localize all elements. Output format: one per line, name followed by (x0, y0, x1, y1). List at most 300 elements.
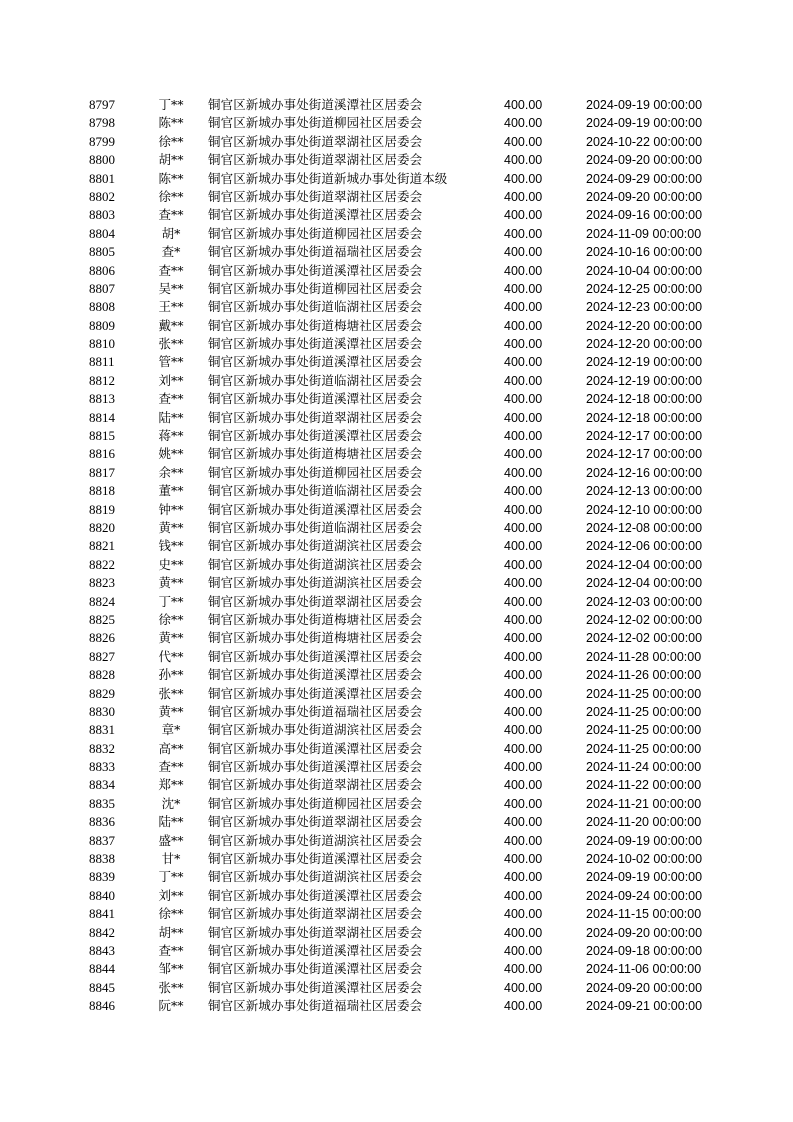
record-number: 8824 (89, 593, 115, 609)
payment-date: 2024-11-21 00:00:00 (586, 796, 702, 811)
table-row (0, 887, 793, 905)
amount: 400.00 (504, 410, 543, 425)
table-row (0, 170, 793, 188)
table-row (0, 721, 793, 739)
payment-date: 2024-12-18 00:00:00 (586, 392, 703, 407)
recipient-name: 徐** (158, 133, 184, 149)
table-row (0, 298, 793, 316)
table-row (0, 427, 793, 445)
payment-date: 2024-09-29 00:00:00 (586, 171, 703, 186)
recipient-name: 陆** (158, 409, 184, 425)
record-number: 8838 (89, 851, 115, 867)
record-number: 8843 (89, 942, 115, 958)
amount: 400.00 (504, 870, 543, 885)
table-row (0, 850, 793, 868)
community-committee: 铜官区新城办事处街道湖滨社区居委会 (208, 556, 423, 572)
recipient-name: 蒋** (158, 428, 184, 444)
payment-date: 2024-11-25 00:00:00 (586, 704, 702, 719)
table-row (0, 114, 793, 132)
record-number: 8832 (89, 740, 115, 756)
recipient-name: 钟** (158, 501, 184, 517)
community-committee: 铜官区新城办事处街道柳园社区居委会 (208, 795, 423, 811)
community-committee: 铜官区新城办事处街道梅塘社区居委会 (208, 317, 423, 333)
table-row (0, 409, 793, 427)
payment-date: 2024-12-06 00:00:00 (586, 539, 703, 554)
record-number: 8802 (89, 188, 115, 204)
amount: 400.00 (504, 355, 543, 370)
record-number: 8844 (89, 961, 115, 977)
recipient-name: 陈** (158, 115, 184, 131)
payment-date: 2024-12-20 00:00:00 (586, 318, 703, 333)
payment-date: 2024-09-19 00:00:00 (586, 98, 703, 112)
record-number: 8820 (89, 519, 115, 535)
payment-date: 2024-12-02 00:00:00 (586, 631, 703, 646)
record-number: 8815 (89, 428, 115, 444)
recipient-name: 查** (158, 262, 184, 278)
community-committee: 铜官区新城办事处街道湖滨社区居委会 (208, 869, 423, 885)
record-number: 8808 (89, 299, 115, 315)
payment-date: 2024-09-20 00:00:00 (586, 153, 703, 168)
table-row (0, 979, 793, 997)
record-number: 8803 (89, 207, 115, 223)
recipient-name: 徐** (158, 188, 184, 204)
recipient-name: 张** (158, 336, 184, 352)
payment-date: 2024-12-25 00:00:00 (586, 281, 703, 296)
payment-date: 2024-11-20 00:00:00 (586, 815, 702, 830)
recipient-name: 查** (158, 942, 184, 958)
amount: 400.00 (504, 852, 543, 867)
record-number: 8818 (89, 483, 115, 499)
record-number: 8830 (89, 703, 115, 719)
payment-date: 2024-12-19 00:00:00 (586, 373, 703, 388)
record-number: 8810 (89, 336, 115, 352)
community-committee: 铜官区新城办事处街道溪潭社区居委会 (208, 501, 423, 517)
community-committee: 铜官区新城办事处街道溪潭社区居委会 (208, 97, 423, 112)
amount: 400.00 (504, 686, 543, 701)
amount: 400.00 (504, 465, 543, 480)
table-row (0, 262, 793, 280)
community-committee: 铜官区新城办事处街道溪潭社区居委会 (208, 262, 423, 278)
community-committee: 铜官区新城办事处街道新城办事处街道本级 (208, 170, 448, 186)
community-committee: 铜官区新城办事处街道溪潭社区居委会 (208, 887, 423, 903)
payment-date: 2024-12-04 00:00:00 (586, 576, 703, 591)
community-committee: 铜官区新城办事处街道溪潭社区居委会 (208, 759, 423, 775)
record-number: 8798 (89, 115, 115, 131)
amount: 400.00 (504, 833, 543, 848)
amount: 400.00 (504, 888, 543, 903)
community-committee: 铜官区新城办事处街道临湖社区居委会 (208, 372, 423, 388)
record-number: 8825 (89, 611, 115, 627)
table-row (0, 206, 793, 224)
community-committee: 铜官区新城办事处街道福瑞社区居委会 (208, 998, 423, 1014)
records-table (0, 96, 793, 1016)
amount: 400.00 (504, 447, 543, 462)
amount: 400.00 (504, 429, 543, 444)
recipient-name: 高** (158, 740, 184, 756)
community-committee: 铜官区新城办事处街道柳园社区居委会 (208, 115, 423, 131)
payment-date: 2024-12-20 00:00:00 (586, 337, 703, 352)
amount: 400.00 (504, 999, 543, 1014)
community-committee: 铜官区新城办事处街道翠湖社区居委会 (208, 188, 423, 204)
community-committee: 铜官区新城办事处街道溪潭社区居委会 (208, 391, 423, 407)
table-row (0, 519, 793, 537)
table-row (0, 703, 793, 721)
payment-date: 2024-12-16 00:00:00 (586, 465, 703, 480)
amount: 400.00 (504, 815, 543, 830)
record-number: 8806 (89, 262, 115, 278)
amount: 400.00 (504, 189, 543, 204)
recipient-name: 刘** (158, 372, 184, 388)
table-row (0, 593, 793, 611)
payment-date: 2024-11-24 00:00:00 (586, 760, 702, 775)
community-committee: 铜官区新城办事处街道溪潭社区居委会 (208, 207, 423, 223)
record-number: 8835 (89, 795, 115, 811)
amount: 400.00 (504, 116, 543, 131)
payment-date: 2024-09-20 00:00:00 (586, 189, 703, 204)
table-row (0, 942, 793, 960)
recipient-name: 黄** (158, 630, 184, 646)
community-committee: 铜官区新城办事处街道溪潭社区居委会 (208, 648, 423, 664)
record-number: 8817 (89, 464, 115, 480)
recipient-name: 查** (158, 207, 184, 223)
community-committee: 铜官区新城办事处街道福瑞社区居委会 (208, 703, 423, 719)
record-number: 8833 (89, 759, 115, 775)
payment-date: 2024-11-22 00:00:00 (586, 778, 702, 793)
payment-date: 2024-11-26 00:00:00 (586, 668, 702, 683)
table-row (0, 611, 793, 629)
amount: 400.00 (504, 300, 543, 315)
recipient-name: 查** (158, 759, 184, 775)
recipient-name: 胡* (161, 225, 181, 241)
community-committee: 铜官区新城办事处街道福瑞社区居委会 (208, 244, 423, 260)
recipient-name: 郑** (158, 777, 184, 793)
payment-date: 2024-12-17 00:00:00 (586, 447, 703, 462)
amount: 400.00 (504, 520, 543, 535)
table-row (0, 740, 793, 758)
table-row (0, 353, 793, 371)
payment-date: 2024-10-04 00:00:00 (586, 263, 703, 278)
payment-date: 2024-09-19 00:00:00 (586, 833, 703, 848)
table-row (0, 188, 793, 206)
record-number: 8807 (89, 280, 115, 296)
recipient-name: 胡** (158, 152, 184, 168)
record-number: 8846 (89, 998, 115, 1014)
community-committee: 铜官区新城办事处街道溪潭社区居委会 (208, 961, 423, 977)
table-row (0, 280, 793, 298)
amount: 400.00 (504, 134, 543, 149)
recipient-name: 姚** (158, 446, 184, 462)
amount: 400.00 (504, 226, 543, 241)
recipient-name: 丁** (158, 97, 184, 112)
amount: 400.00 (504, 576, 543, 591)
payment-date: 2024-12-23 00:00:00 (586, 300, 703, 315)
payment-date: 2024-11-28 00:00:00 (586, 649, 702, 664)
payment-date: 2024-11-25 00:00:00 (586, 741, 702, 756)
amount: 400.00 (504, 208, 543, 223)
community-committee: 铜官区新城办事处街道梅塘社区居委会 (208, 446, 423, 462)
table-row (0, 832, 793, 850)
recipient-name: 甘* (161, 851, 181, 867)
payment-date: 2024-12-08 00:00:00 (586, 520, 703, 535)
recipient-name: 刘** (158, 887, 184, 903)
community-committee: 铜官区新城办事处街道翠湖社区居委会 (208, 409, 423, 425)
record-number: 8829 (89, 685, 115, 701)
record-number: 8834 (89, 777, 115, 793)
amount: 400.00 (504, 962, 543, 977)
recipient-name: 丁** (158, 869, 184, 885)
community-committee: 铜官区新城办事处街道湖滨社区居委会 (208, 832, 423, 848)
table-row (0, 225, 793, 243)
record-number: 8828 (89, 667, 115, 683)
payment-date: 2024-10-02 00:00:00 (586, 852, 703, 867)
table-row (0, 666, 793, 684)
community-committee: 铜官区新城办事处街道溪潭社区居委会 (208, 336, 423, 352)
amount: 400.00 (504, 723, 543, 738)
amount: 400.00 (504, 612, 543, 627)
amount: 400.00 (504, 778, 543, 793)
amount: 400.00 (504, 943, 543, 958)
recipient-name: 黄** (158, 703, 184, 719)
table-row (0, 335, 793, 353)
table-row (0, 574, 793, 592)
table-row (0, 758, 793, 776)
table-row (0, 776, 793, 794)
record-number: 8837 (89, 832, 115, 848)
table-row (0, 905, 793, 923)
record-number: 8821 (89, 538, 115, 554)
community-committee: 铜官区新城办事处街道溪潭社区居委会 (208, 740, 423, 756)
community-committee: 铜官区新城办事处街道翠湖社区居委会 (208, 924, 423, 940)
recipient-name: 孙** (158, 667, 184, 683)
record-number: 8816 (89, 446, 115, 462)
amount: 400.00 (504, 796, 543, 811)
payment-date: 2024-12-19 00:00:00 (586, 355, 703, 370)
amount: 400.00 (504, 594, 543, 609)
record-number: 8827 (89, 648, 115, 664)
payment-date: 2024-12-04 00:00:00 (586, 557, 703, 572)
community-committee: 铜官区新城办事处街道翠湖社区居委会 (208, 814, 423, 830)
community-committee: 铜官区新城办事处街道溪潭社区居委会 (208, 354, 423, 370)
recipient-name: 徐** (158, 906, 184, 922)
payment-date: 2024-09-18 00:00:00 (586, 943, 703, 958)
record-number: 8841 (89, 906, 115, 922)
table-row (0, 96, 793, 114)
community-committee: 铜官区新城办事处街道溪潭社区居委会 (208, 685, 423, 701)
amount: 400.00 (504, 373, 543, 388)
record-number: 8845 (89, 979, 115, 995)
record-number: 8839 (89, 869, 115, 885)
community-committee: 铜官区新城办事处街道临湖社区居委会 (208, 299, 423, 315)
payment-date: 2024-11-06 00:00:00 (586, 962, 702, 977)
amount: 400.00 (504, 245, 543, 260)
recipient-name: 胡** (158, 924, 184, 940)
recipient-name: 陈** (158, 170, 184, 186)
amount: 400.00 (504, 649, 543, 664)
payment-date: 2024-09-24 00:00:00 (586, 888, 703, 903)
record-number: 8822 (89, 556, 115, 572)
payment-date: 2024-11-15 00:00:00 (586, 907, 702, 922)
payment-date: 2024-12-13 00:00:00 (586, 484, 703, 499)
record-number: 8840 (89, 887, 115, 903)
recipient-name: 史** (158, 556, 184, 572)
recipient-name: 阮** (158, 998, 184, 1014)
table-row (0, 372, 793, 390)
recipient-name: 沈* (161, 795, 181, 811)
table-row (0, 997, 793, 1015)
table-row (0, 960, 793, 978)
payment-date: 2024-09-20 00:00:00 (586, 925, 703, 940)
amount: 400.00 (504, 907, 543, 922)
record-number: 8805 (89, 244, 115, 260)
payment-date: 2024-09-16 00:00:00 (586, 208, 703, 223)
community-committee: 铜官区新城办事处街道翠湖社区居委会 (208, 906, 423, 922)
community-committee: 铜官区新城办事处街道柳园社区居委会 (208, 225, 423, 241)
table-row (0, 648, 793, 666)
community-committee: 铜官区新城办事处街道溪潭社区居委会 (208, 428, 423, 444)
record-number: 8823 (89, 575, 115, 591)
table-row (0, 390, 793, 408)
record-number: 8804 (89, 225, 115, 241)
table-row (0, 133, 793, 151)
amount: 400.00 (504, 153, 543, 168)
community-committee: 铜官区新城办事处街道湖滨社区居委会 (208, 722, 423, 738)
table-row (0, 868, 793, 886)
table-row (0, 317, 793, 335)
record-number: 8799 (89, 133, 115, 149)
recipient-name: 丁** (158, 593, 184, 609)
community-committee: 铜官区新城办事处街道湖滨社区居委会 (208, 538, 423, 554)
record-number: 8797 (89, 97, 115, 112)
amount: 400.00 (504, 980, 543, 995)
amount: 400.00 (504, 502, 543, 517)
recipient-name: 张** (158, 979, 184, 995)
community-committee: 铜官区新城办事处街道柳园社区居委会 (208, 280, 423, 296)
community-committee: 铜官区新城办事处街道翠湖社区居委会 (208, 777, 423, 793)
recipient-name: 陆** (158, 814, 184, 830)
amount: 400.00 (504, 704, 543, 719)
table-row (0, 151, 793, 169)
community-committee: 铜官区新城办事处街道溪潭社区居委会 (208, 667, 423, 683)
community-committee: 铜官区新城办事处街道溪潭社区居委会 (208, 942, 423, 958)
amount: 400.00 (504, 98, 543, 112)
community-committee: 铜官区新城办事处街道柳园社区居委会 (208, 464, 423, 480)
community-committee: 铜官区新城办事处街道翠湖社区居委会 (208, 152, 423, 168)
recipient-name: 戴** (158, 317, 184, 333)
payment-date: 2024-09-21 00:00:00 (586, 999, 703, 1014)
payment-date: 2024-10-22 00:00:00 (586, 134, 703, 149)
record-number: 8836 (89, 814, 115, 830)
record-number: 8813 (89, 391, 115, 407)
payment-date: 2024-11-25 00:00:00 (586, 723, 702, 738)
table-row (0, 629, 793, 647)
amount: 400.00 (504, 171, 543, 186)
recipient-name: 钱** (158, 538, 184, 554)
amount: 400.00 (504, 337, 543, 352)
community-committee: 铜官区新城办事处街道临湖社区居委会 (208, 519, 423, 535)
recipient-name: 吴** (158, 280, 184, 296)
table-row (0, 243, 793, 261)
payment-date: 2024-11-09 00:00:00 (586, 226, 702, 241)
table-row (0, 924, 793, 942)
recipient-name: 张** (158, 685, 184, 701)
amount: 400.00 (504, 925, 543, 940)
table-row (0, 445, 793, 463)
table-row (0, 464, 793, 482)
record-number: 8814 (89, 409, 115, 425)
record-number: 8812 (89, 372, 115, 388)
amount: 400.00 (504, 281, 543, 296)
amount: 400.00 (504, 539, 543, 554)
recipient-name: 盛** (158, 832, 184, 848)
community-committee: 铜官区新城办事处街道梅塘社区居委会 (208, 630, 423, 646)
payment-date: 2024-09-19 00:00:00 (586, 870, 703, 885)
table-row (0, 501, 793, 519)
amount: 400.00 (504, 392, 543, 407)
recipient-name: 董** (158, 483, 184, 499)
amount: 400.00 (504, 557, 543, 572)
recipient-name: 余** (158, 464, 184, 480)
recipient-name: 黄** (158, 519, 184, 535)
recipient-name: 邹** (158, 961, 184, 977)
record-number: 8831 (89, 722, 115, 738)
community-committee: 铜官区新城办事处街道临湖社区居委会 (208, 483, 423, 499)
community-committee: 铜官区新城办事处街道翠湖社区居委会 (208, 133, 423, 149)
amount: 400.00 (504, 263, 543, 278)
record-number: 8826 (89, 630, 115, 646)
community-committee: 铜官区新城办事处街道湖滨社区居委会 (208, 575, 423, 591)
table-row (0, 556, 793, 574)
payment-date: 2024-12-17 00:00:00 (586, 429, 703, 444)
record-number: 8800 (89, 152, 115, 168)
recipient-name: 王** (158, 299, 184, 315)
amount: 400.00 (504, 741, 543, 756)
community-committee: 铜官区新城办事处街道梅塘社区居委会 (208, 611, 423, 627)
payment-date: 2024-11-25 00:00:00 (586, 686, 702, 701)
payment-date: 2024-09-19 00:00:00 (586, 116, 703, 131)
recipient-name: 查* (161, 244, 181, 260)
amount: 400.00 (504, 318, 543, 333)
amount: 400.00 (504, 484, 543, 499)
recipient-name: 查** (158, 391, 184, 407)
community-committee: 铜官区新城办事处街道溪潭社区居委会 (208, 851, 423, 867)
community-committee: 铜官区新城办事处街道翠湖社区居委会 (208, 593, 423, 609)
table-row (0, 482, 793, 500)
record-number: 8819 (89, 501, 115, 517)
recipient-name: 章* (161, 722, 181, 738)
table-row (0, 795, 793, 813)
community-committee: 铜官区新城办事处街道溪潭社区居委会 (208, 979, 423, 995)
payment-date: 2024-10-16 00:00:00 (586, 245, 703, 260)
amount: 400.00 (504, 760, 543, 775)
payment-date: 2024-12-03 00:00:00 (586, 594, 703, 609)
recipient-name: 徐** (158, 611, 184, 627)
recipient-name: 管** (158, 354, 184, 370)
recipient-name: 代** (158, 648, 184, 664)
payment-date: 2024-09-20 00:00:00 (586, 980, 703, 995)
table-row (0, 537, 793, 555)
table-row (0, 685, 793, 703)
payment-date: 2024-12-10 00:00:00 (586, 502, 703, 517)
table-row (0, 813, 793, 831)
recipient-name: 黄** (158, 575, 184, 591)
payment-date: 2024-12-18 00:00:00 (586, 410, 703, 425)
payment-date: 2024-12-02 00:00:00 (586, 612, 703, 627)
amount: 400.00 (504, 631, 543, 646)
record-number: 8809 (89, 317, 115, 333)
record-number: 8811 (89, 354, 115, 370)
record-number: 8842 (89, 924, 115, 940)
record-number: 8801 (89, 170, 115, 186)
